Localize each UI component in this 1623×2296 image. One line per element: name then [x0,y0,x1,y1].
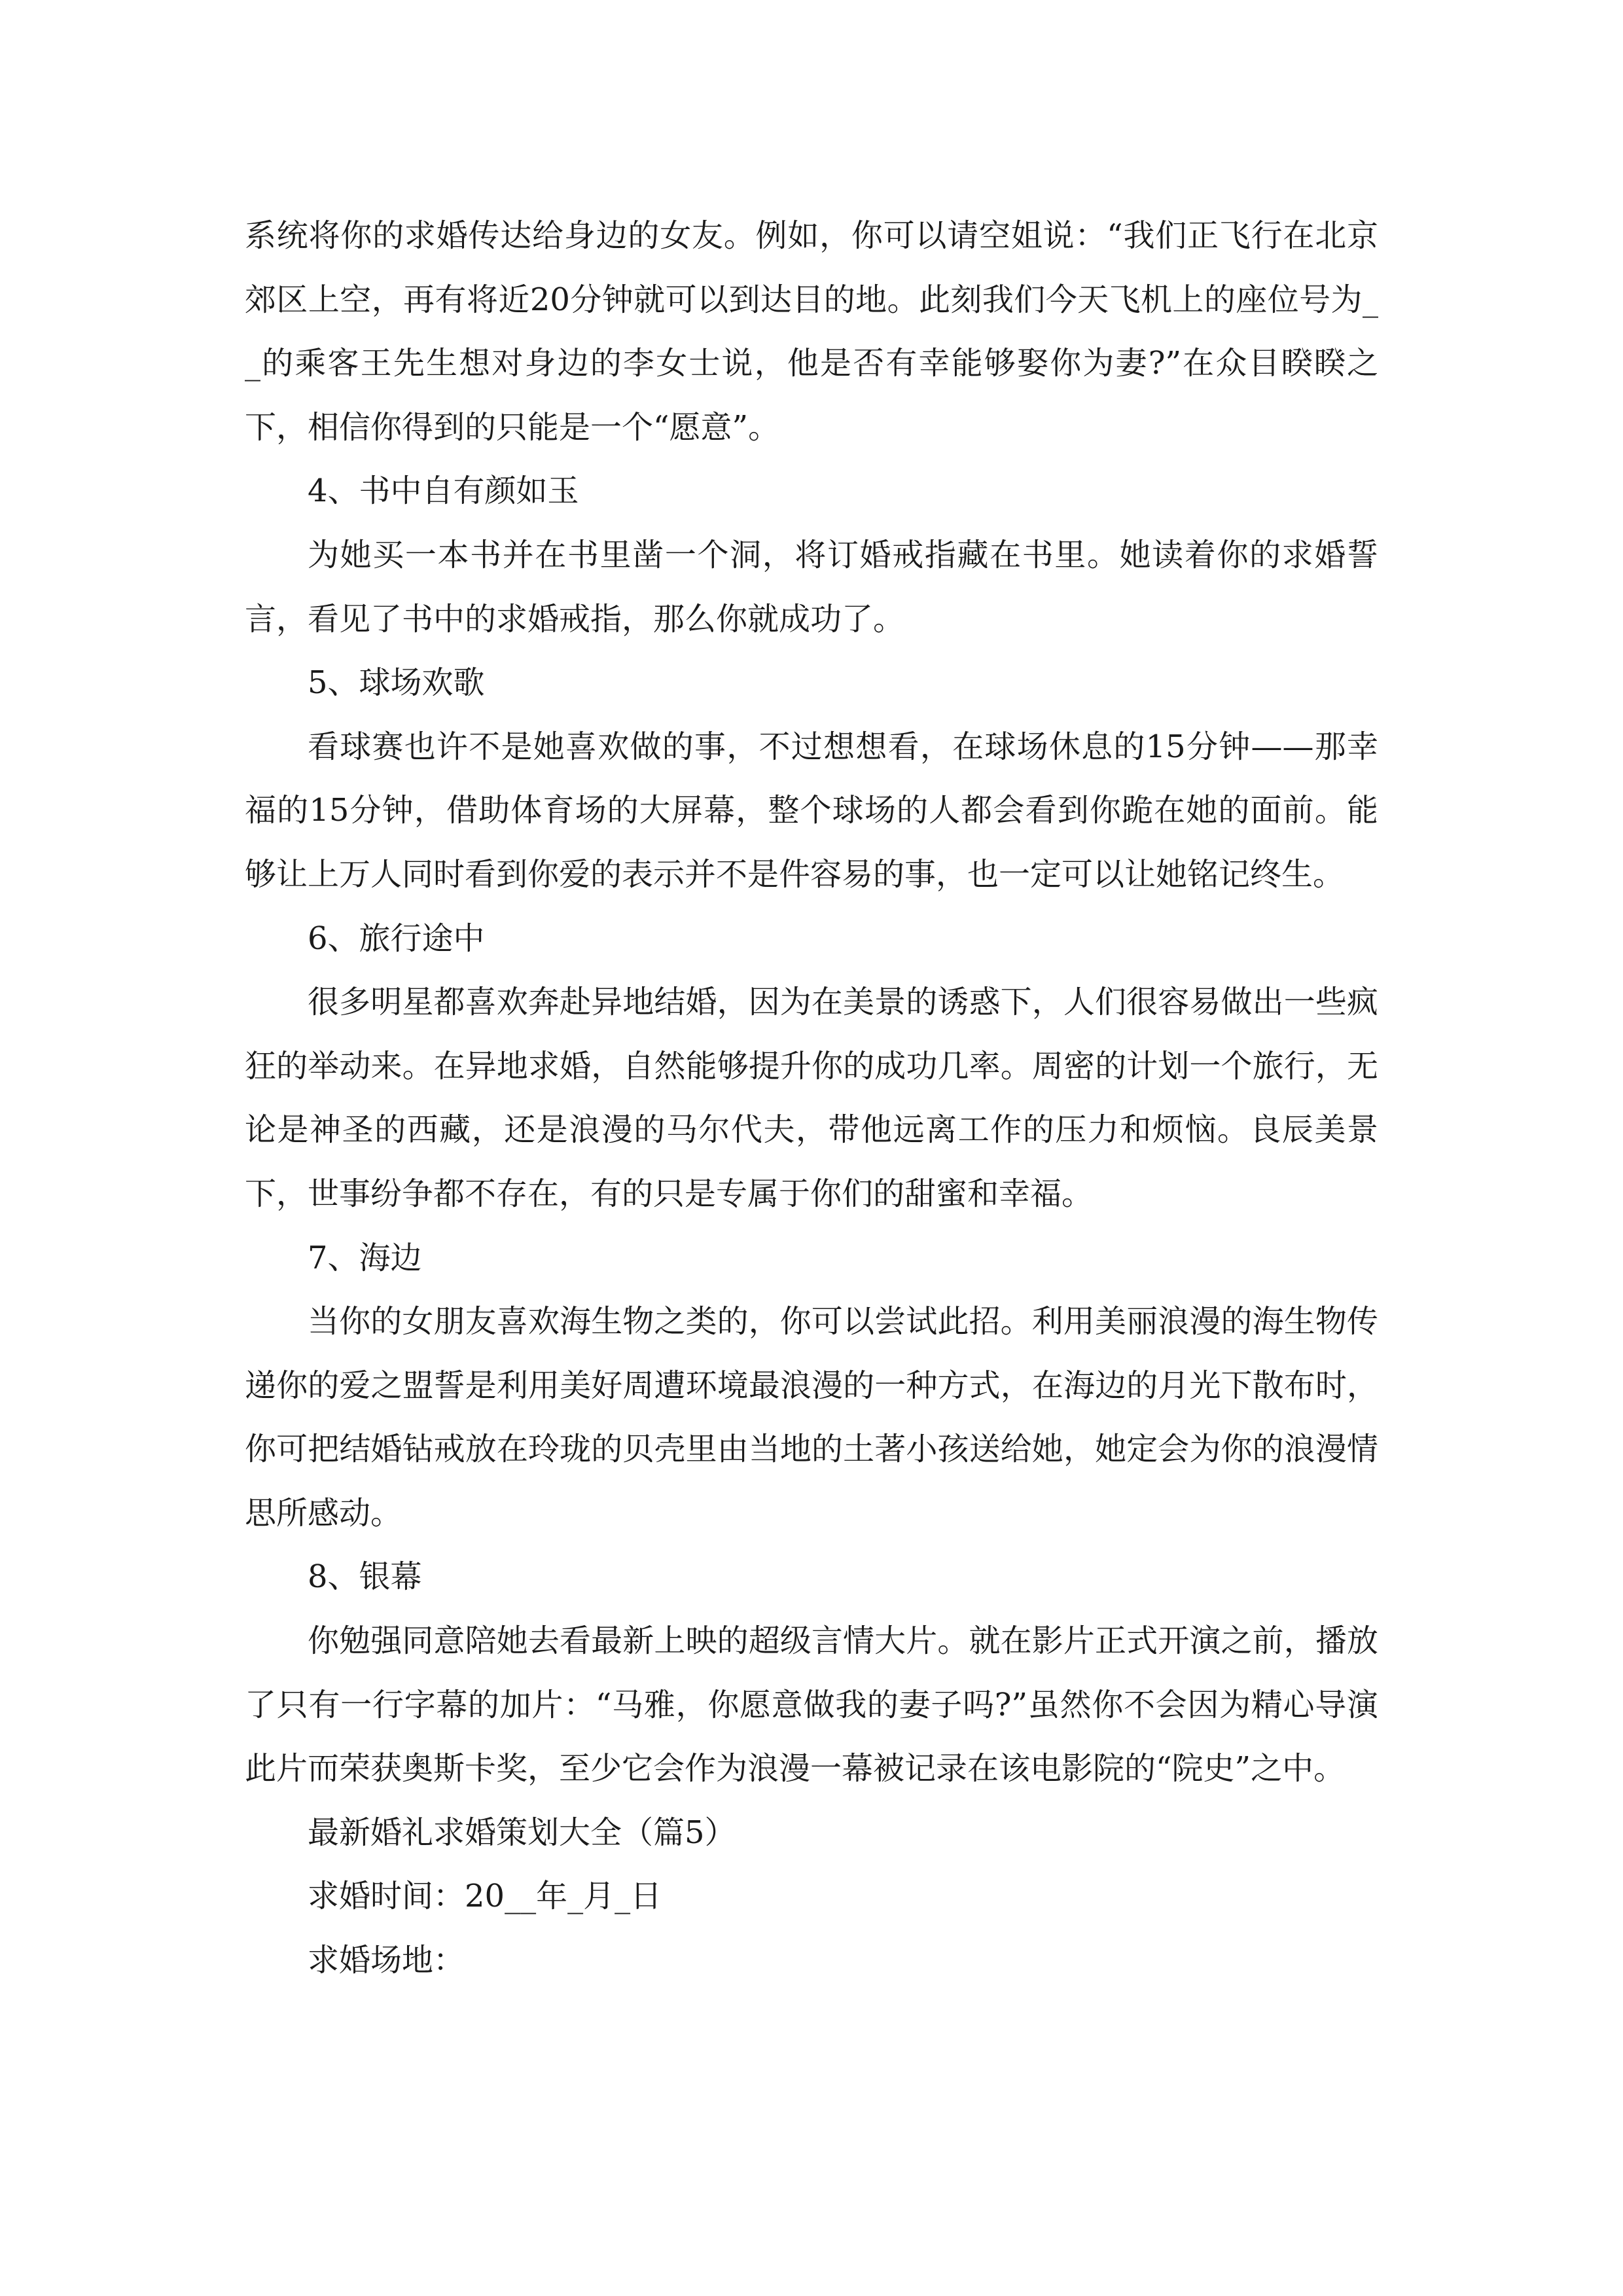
proposal-venue-line: 求婚场地： [308,1942,465,1979]
proposal-time-line: 求婚时间：20__年_月_日 [308,1878,662,1915]
paragraph-section-7: 当你的女朋友喜欢海生物之类的，你可以尝试此招。利用美丽浪漫的海生物传递你的爱之盟誓是利用美好周遭环境最浪漫的一种方式，在海边的月光下散布时，你可把结婚钻戒放在玲珑的贝壳里由当地的土著小孩送给她，她定会为你的浪漫情思所感动。 [245,1303,1378,1532]
paragraph-intro-continued: 系统将你的求婚传达给身边的女友。例如，你可以请空姐说：“我们正飞行在北京郊区上空，再有将近20分钟就可以到达目的地。此刻我们今天飞机上的座位号为__的乘客王先生想对身边的李女士说，他是否有幸能够娶你为妻?”在众目睽睽之下，相信你得到的只能是一个“愿意”。 [245,217,1378,446]
section-heading-7: 7、海边 [308,1239,422,1276]
section-heading-6: 6、旅行途中 [308,920,485,957]
section-heading-4: 4、书中自有颜如玉 [308,473,579,510]
paragraph-section-4: 为她买一本书并在书里凿一个洞，将订婚戒指藏在书里。她读着你的求婚誓言，看见了书中的求婚戒指，那么你就成功了。 [245,536,1378,637]
paragraph-section-6: 很多明星都喜欢奔赴异地结婚，因为在美景的诱惑下，人们很容易做出一些疯狂的举动来。在异地求婚，自然能够提升你的成功几率。周密的计划一个旅行，无论是神圣的西藏，还是浪漫的马尔代夫，带他远离工作的压力和烦恼。良辰美景下，世事纷争都不存在，有的只是专属于你们的甜蜜和幸福。 [245,984,1378,1212]
section-heading-8: 8、银幕 [308,1558,422,1596]
section-heading-5: 5、球场欢歌 [308,664,485,702]
paragraph-section-8: 你勉强同意陪她去看最新上映的超级言情大片。就在影片正式开演之前，播放了只有一行字幕的加片：“马雅，你愿意做我的妻子吗?”虽然你不会因为精心导演此片而荣获奥斯卡奖，至少它会作为浪漫一幕被记录在该电影院的“院史”之中。 [245,1623,1378,1787]
paragraph-section-5: 看球赛也许不是她喜欢做的事，不过想想看，在球场休息的15分钟——那幸福的15分钟，借助体育场的大屏幕，整个球场的人都会看到你跪在她的面前。能够让上万人同时看到你爱的表示并不是件容易的事，也一定可以让她铭记终生。 [245,728,1378,893]
document-body [245,204,1378,1993]
chapter-title-part-5: 最新婚礼求婚策划大全（篇5） [308,1814,736,1851]
